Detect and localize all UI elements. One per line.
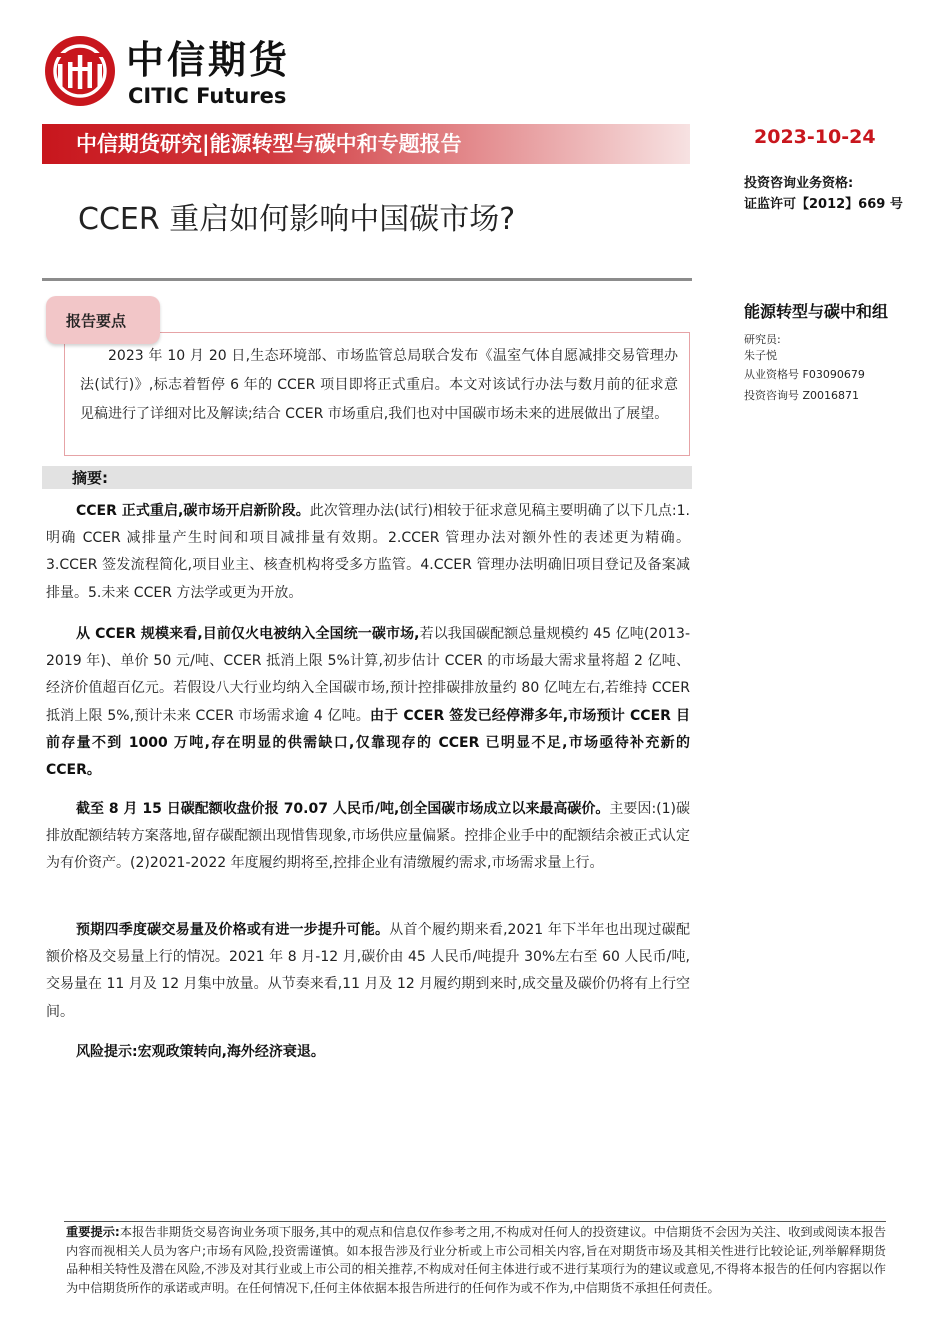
paragraph-body: 从首个履约期来看,2021 年下半年也出现过碳配额价格及交易量上行的情况。2021 年 8 月-12 月,碳价由 45 人民币/吨提升 30%左右至 60 人民币/吨,交易量在 11 月及 12 月集中放量。从节奏来看,11 月及 12 月履约期到来时,成交量及碳价仍将有上行空间。 [46, 922, 691, 1020]
paragraph-body: 若以我国碳配额总量规模约 45 亿吨(2013-2019 年)、单价 50 元/吨、CCER 抵消上限 5%计算,初步估计 CCER 的市场最大需求量将超 2 亿吨、经济价值超百亿元。若假设八大行业均纳入全国碳市场,预计控排碳排放量约 80 亿吨左右,若维持 CCER 抵消上限 5%,预计未来 CCER 市场需求逾 4 亿吨。 [46, 626, 690, 724]
analyst-advisory-number: 投资咨询号 Z0016871 [744, 389, 860, 402]
paragraph-lead: 预期四季度碳交易量及价格或有进一步提升可能。 [76, 922, 390, 938]
paragraph-conclusion: 由于 CCER 签发已经停滞多年,市场预计 CCER 目前存量不到 1000 万吨,存在明显的供需缺口,仅靠现存的 CCER 已明显不足,市场亟待补充新的 CCER。 [46, 707, 690, 779]
citic-logo-icon [44, 35, 116, 107]
analyst-label: 研究员: [744, 333, 781, 346]
disclaimer-divider [64, 1221, 886, 1222]
paragraph-lead: 截至 8 月 15 日碳配额收盘价报 70.07 人民币/吨,创全国碳市场成立以来最高碳价。 [76, 801, 610, 817]
banner-title: 中信期货研究|能源转型与碳中和专题报告 [76, 132, 462, 156]
risk-warning [46, 1039, 690, 1066]
analyst-name: 朱子悦 [744, 349, 777, 362]
page-title: CCER 重启如何影响中国碳市场? [78, 202, 516, 237]
paragraph-lead: 从 CCER 规模来看,目前仅火电被纳入全国统一碳市场, [76, 626, 420, 642]
key-points-text: 2023 年 10 月 20 日,生态环境部、市场监管总局联合发布《温室气体自愿减排交易管理办法(试行)》,标志着暂停 6 年的 CCER 项目即将正式重启。本文对该试行办法与数月前的征求意见稿进行了详细对比及解读;结合 CCER 市场重启,我们也对中国碳市场未来的进展做出了展望。 [80, 348, 678, 422]
report-date: 2023-10-24 [754, 126, 876, 148]
summary-paragraph [46, 498, 690, 607]
disclaimer-text: 本报告非期货交易咨询业务项下服务,其中的观点和信息仅作参考之用,不构成对任何人的投资建议。中信期货不会因为关注、收到或阅读本报告内容而视相关人员为客户;市场有风险,投资需谨慎。如本报告涉及行业分析或上市公司相关内容,旨在对期货市场及其相关性进行比较论证,列举解释期货品种相关特性及潜在风险,不涉及对其行业或上市公司的相关推荐,不构成对任何主体进行或不进行某项行为的建议或意见,不得将本报告的任何内容据以作为中信期货所作的承诺或声明。在任何情况下,任何主体依据本报告所进行的任何作为或不作为,中信期货不承担任何责任。 [66, 1225, 887, 1295]
paragraph-lead: CCER 正式重启,碳市场开启新阶段。 [76, 503, 310, 519]
disclaimer-label: 重要提示: [66, 1225, 120, 1239]
key-points-label: 报告要点 [66, 312, 127, 330]
title-divider [42, 278, 692, 281]
summary-paragraph [46, 621, 690, 784]
analyst-cert-number: 从业资格号 F03090679 [744, 368, 865, 381]
logo-chinese-name: 中信期货 [126, 38, 291, 82]
research-group: 能源转型与碳中和组 [744, 302, 889, 321]
summary-label: 摘要: [72, 469, 108, 487]
summary-header-bar [42, 466, 692, 489]
logo-english-name: CITIC Futures [128, 84, 287, 108]
disclaimer [66, 1223, 886, 1297]
paragraph-body: 主要因:(1)碳排放配额结转方案落地,留存碳配额出现惜售现象,市场供应量偏紧。控排企业手中的配额结余被正式认定为有价资产。(2)2021-2022 年度履约期将至,控排企业有清缴履约需求,市场需求量上行。 [46, 801, 690, 872]
risk-warning-text: 风险提示:宏观政策转向,海外经济衰退。 [76, 1044, 325, 1060]
qualification-label: 投资咨询业务资格: [744, 176, 854, 191]
qualification-value: 证监许可【2012】669 号 [744, 197, 903, 212]
paragraph-body: 此次管理办法(试行)相较于征求意见稿主要明确了以下几点:1.明确 CCER 减排量产生时间和项目减排量有效期。2.CCER 管理办法对额外性的表述更为精确。3.CCER 签发流程简化,项目业主、核查机构将受多方监管。4.CCER 管理办法明确旧项目登记及备案减排量。5.未来 CCER 方法学或更为开放。 [46, 503, 690, 601]
summary-paragraph [46, 917, 690, 1026]
summary-paragraph [46, 796, 690, 878]
